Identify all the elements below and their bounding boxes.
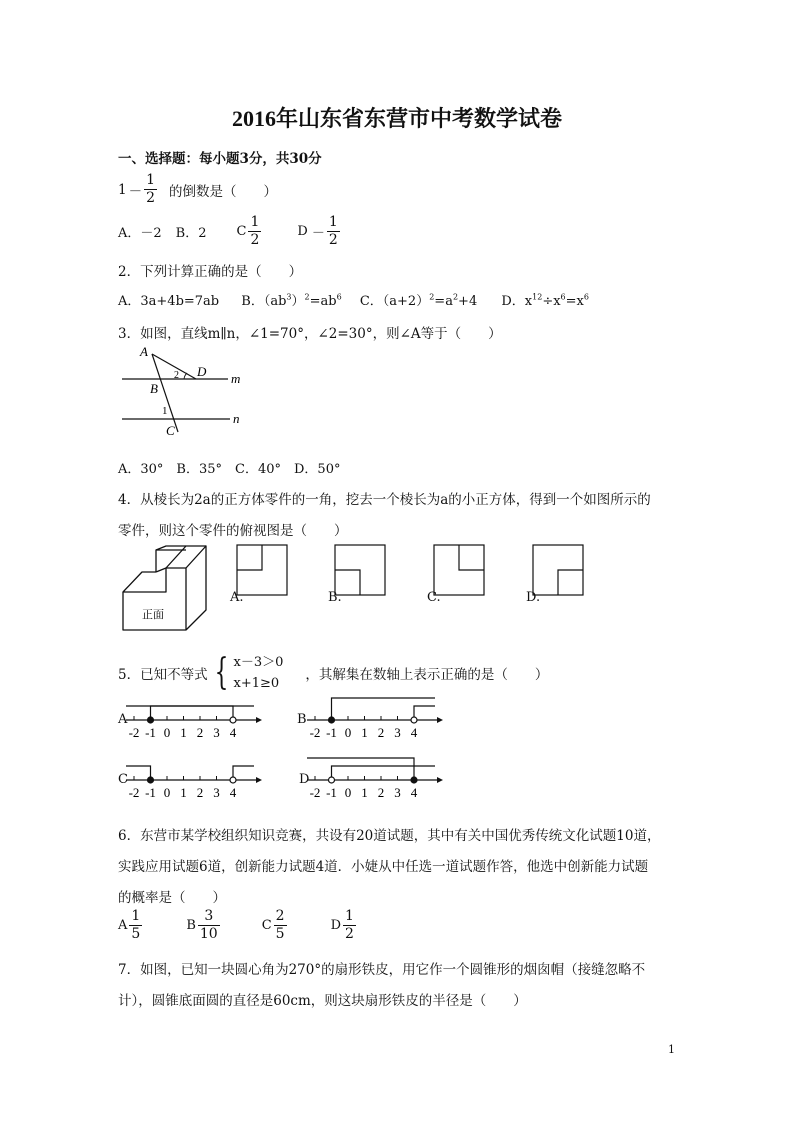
open-endpoint <box>230 777 236 783</box>
q5-option-b-label: B <box>297 712 307 727</box>
q4-option-c-label: C. <box>427 590 441 605</box>
option-a-label: A <box>118 918 128 933</box>
exponent: 12 <box>532 292 543 302</box>
arrow-head-icon <box>256 717 262 723</box>
q5-option-b-number-line <box>307 686 447 748</box>
q5-option-d-label: D <box>299 772 310 787</box>
fraction-denominator: 2 <box>345 926 354 942</box>
tick-label: 1 <box>180 725 187 740</box>
tick-label: 1 <box>361 785 368 800</box>
question-3-figure <box>118 342 258 442</box>
q5-option-c-label: C <box>118 772 128 787</box>
tick-label: 4 <box>410 725 418 740</box>
exponent: 6 <box>336 292 342 302</box>
exponent: 6 <box>560 292 566 302</box>
fraction-denominator: 5 <box>275 926 285 942</box>
tick-label: 0 <box>163 725 171 740</box>
solution-ray <box>414 706 435 720</box>
question-3: 3．如图，直线m∥n，∠1=70°，∠2=30°，则∠A等于（ ） <box>118 326 502 342</box>
option-d-label: D <box>330 918 342 933</box>
fraction-denominator: 2 <box>328 232 338 248</box>
tick-label: 0 <box>163 785 171 800</box>
exponent: 2 <box>429 292 435 302</box>
question-6-line-3: 的概率是（ ） <box>118 890 226 906</box>
q4-option-c-figure <box>433 544 485 596</box>
q4-option-b-label: B. <box>328 590 342 605</box>
question-4-line-2: 零件，则这个零件的俯视图是（ ） <box>118 523 348 539</box>
open-endpoint <box>230 717 236 723</box>
angle-2-arc <box>184 373 187 379</box>
q5-option-a-label: A <box>118 712 128 727</box>
question-6-line-2: 实践应用试题6道，创新能力试题4道．小婕从中任选一道试题作答，他选中创新能力试题 <box>118 859 649 875</box>
option-c <box>360 294 477 309</box>
tick-label: -1 <box>145 725 156 740</box>
label-b: B <box>150 381 158 396</box>
q4-option-b-figure <box>334 544 386 596</box>
option-b <box>186 908 221 943</box>
option-d-fraction <box>343 908 356 943</box>
tick-label: -2 <box>309 785 321 800</box>
tick-label: 0 <box>344 725 352 740</box>
option-d <box>331 908 358 943</box>
closed-endpoint <box>148 717 154 723</box>
option-d <box>297 214 341 249</box>
option-d-label: D <box>297 224 308 239</box>
exponent: 2 <box>452 292 459 302</box>
option-c <box>237 214 264 249</box>
tick-label: 3 <box>394 725 401 740</box>
question-4-solid-figure <box>118 540 210 635</box>
option-c-fraction <box>274 908 287 943</box>
option-a: A．－2 <box>118 226 162 241</box>
question-6-options <box>118 908 358 943</box>
label-m: m <box>231 371 241 386</box>
label-2: 2 <box>174 370 179 381</box>
option-b-label: B <box>186 918 196 933</box>
option-d-text: =x <box>565 294 584 309</box>
fraction-denominator: 5 <box>131 926 141 942</box>
tick-label: 3 <box>213 725 220 740</box>
option-a-fraction <box>129 908 142 943</box>
tick-label: 3 <box>394 785 401 800</box>
exponent: 3 <box>286 292 292 302</box>
label-a: A <box>140 344 148 359</box>
tick-label: 1 <box>361 725 368 740</box>
option-b <box>241 294 341 309</box>
fraction-numerator: 1 <box>345 908 354 924</box>
page-number: 1 <box>668 1043 675 1056</box>
fraction-denominator: 2 <box>146 190 156 206</box>
label-1: 1 <box>162 405 168 417</box>
tick-label: 0 <box>344 785 352 800</box>
tick-label: 2 <box>377 785 385 800</box>
q5-option-c-number-line <box>126 746 266 808</box>
inequality-brace: { <box>214 652 228 693</box>
tick-label: -2 <box>309 725 321 740</box>
q5-option-d-number-line <box>307 746 447 808</box>
arrow-head-icon <box>437 777 443 783</box>
closed-endpoint <box>148 777 154 783</box>
option-c-text: +4 <box>458 294 478 309</box>
question-1-minus: － <box>128 183 143 200</box>
option-a <box>118 908 144 943</box>
option-c-label: C <box>236 224 247 239</box>
question-7-line-2: 计），圆锥底面圆的直径是60cm，则这块扇形铁皮的半径是（ ） <box>118 993 527 1009</box>
option-c-text: =a <box>434 294 453 309</box>
arrow-head-icon <box>437 717 443 723</box>
q4-option-a-figure <box>236 544 288 596</box>
question-7-line-1: 7．如图，已知一块圆心角为270°的扇形铁皮，用它作一个圆锥形的烟囱帽（接缝忽略不 <box>118 962 646 978</box>
inequality-1: x－3＞0 <box>233 655 284 670</box>
option-d <box>501 294 589 309</box>
solution-ray <box>126 766 151 780</box>
label-n: n <box>233 411 240 426</box>
option-d-minus: － <box>311 226 325 241</box>
option-c-label: C <box>261 918 272 933</box>
question-2-options <box>118 290 589 309</box>
option-b-text: ） <box>291 294 305 309</box>
fraction-denominator: 10 <box>199 926 218 942</box>
option-c-fraction <box>248 214 261 249</box>
question-6-line-1: 6．东营市某学校组织知识竞赛，共设有20道试题，其中有关中国优秀传统文化试题10道， <box>118 828 661 844</box>
option-d-text: D．x <box>501 294 533 309</box>
tick-label: 4 <box>229 785 237 800</box>
option-c <box>262 908 289 943</box>
option-a: A．3a+4b=7ab <box>118 294 220 309</box>
q4-option-d-label: D. <box>526 590 541 605</box>
tick-label: 2 <box>196 785 204 800</box>
tick-label: 4 <box>229 725 237 740</box>
tick-label: 2 <box>196 725 204 740</box>
label-c: C <box>166 423 175 438</box>
question-5-lead: 5．已知不等式 <box>118 667 208 683</box>
fraction-numerator: 1 <box>328 214 338 230</box>
option-b-text: B．（ab <box>241 294 287 309</box>
q4-option-d-figure <box>532 544 584 596</box>
question-1-stem: 的倒数是（ ） <box>169 183 278 200</box>
solution-ray <box>233 766 254 780</box>
question-1-fraction <box>144 172 157 207</box>
closed-endpoint <box>329 717 335 723</box>
open-endpoint <box>411 717 417 723</box>
open-endpoint <box>329 777 335 783</box>
front-face-label: 正面 <box>142 609 164 621</box>
tick-label: -1 <box>326 785 337 800</box>
tick-label: -2 <box>128 785 140 800</box>
tick-label: 1 <box>180 785 187 800</box>
fraction-numerator: 1 <box>146 172 156 188</box>
q5-option-a-number-line <box>126 686 266 748</box>
tick-label: -1 <box>145 785 156 800</box>
question-4-line-1: 4．从棱长为2a的正方体零件的一角，挖去一个棱长为a的小正方体，得到一个如图所示的 <box>118 492 651 508</box>
question-5-stem: ，其解集在数轴上表示正确的是（ ） <box>305 667 549 683</box>
solution-ray <box>332 698 436 720</box>
option-b-fraction <box>198 908 220 943</box>
q4-option-a-label: A. <box>230 590 244 605</box>
question-3-options: A．30° B．35° C．40° D．50° <box>118 462 341 477</box>
fraction-numerator: 2 <box>275 908 285 924</box>
option-d-fraction <box>327 214 340 249</box>
exponent: 2 <box>304 292 310 302</box>
fraction-numerator: 3 <box>204 908 214 924</box>
fraction-denominator: 2 <box>250 232 260 248</box>
fraction-numerator: 1 <box>131 908 141 924</box>
question-2: 2．下列计算正确的是（ ） <box>118 264 303 280</box>
inequality-2: x+1≥0 <box>233 676 280 691</box>
option-c-text: C．（a+2） <box>359 294 430 309</box>
option-d-text: ÷x <box>542 294 561 309</box>
question-1-options <box>118 214 342 249</box>
tick-label: -1 <box>326 725 337 740</box>
tick-label: -2 <box>128 725 140 740</box>
closed-endpoint <box>411 777 417 783</box>
section-heading: 一、选择题：每小题3分，共30分 <box>118 151 322 167</box>
fraction-numerator: 1 <box>250 214 260 230</box>
label-d: D <box>197 364 207 379</box>
question-1-number: 1 <box>118 181 127 198</box>
solution-ray <box>151 706 255 720</box>
arrow-head-icon <box>256 777 262 783</box>
question-1 <box>118 172 277 207</box>
option-b-text: =ab <box>309 294 337 309</box>
exponent: 6 <box>583 292 589 302</box>
option-b: B．2 <box>175 226 207 241</box>
paper-title: 2016年山东省东营市中考数学试卷 <box>231 106 562 131</box>
tick-label: 4 <box>410 785 418 800</box>
tick-label: 3 <box>213 785 220 800</box>
solution-ray <box>332 766 436 780</box>
tick-label: 2 <box>377 725 385 740</box>
